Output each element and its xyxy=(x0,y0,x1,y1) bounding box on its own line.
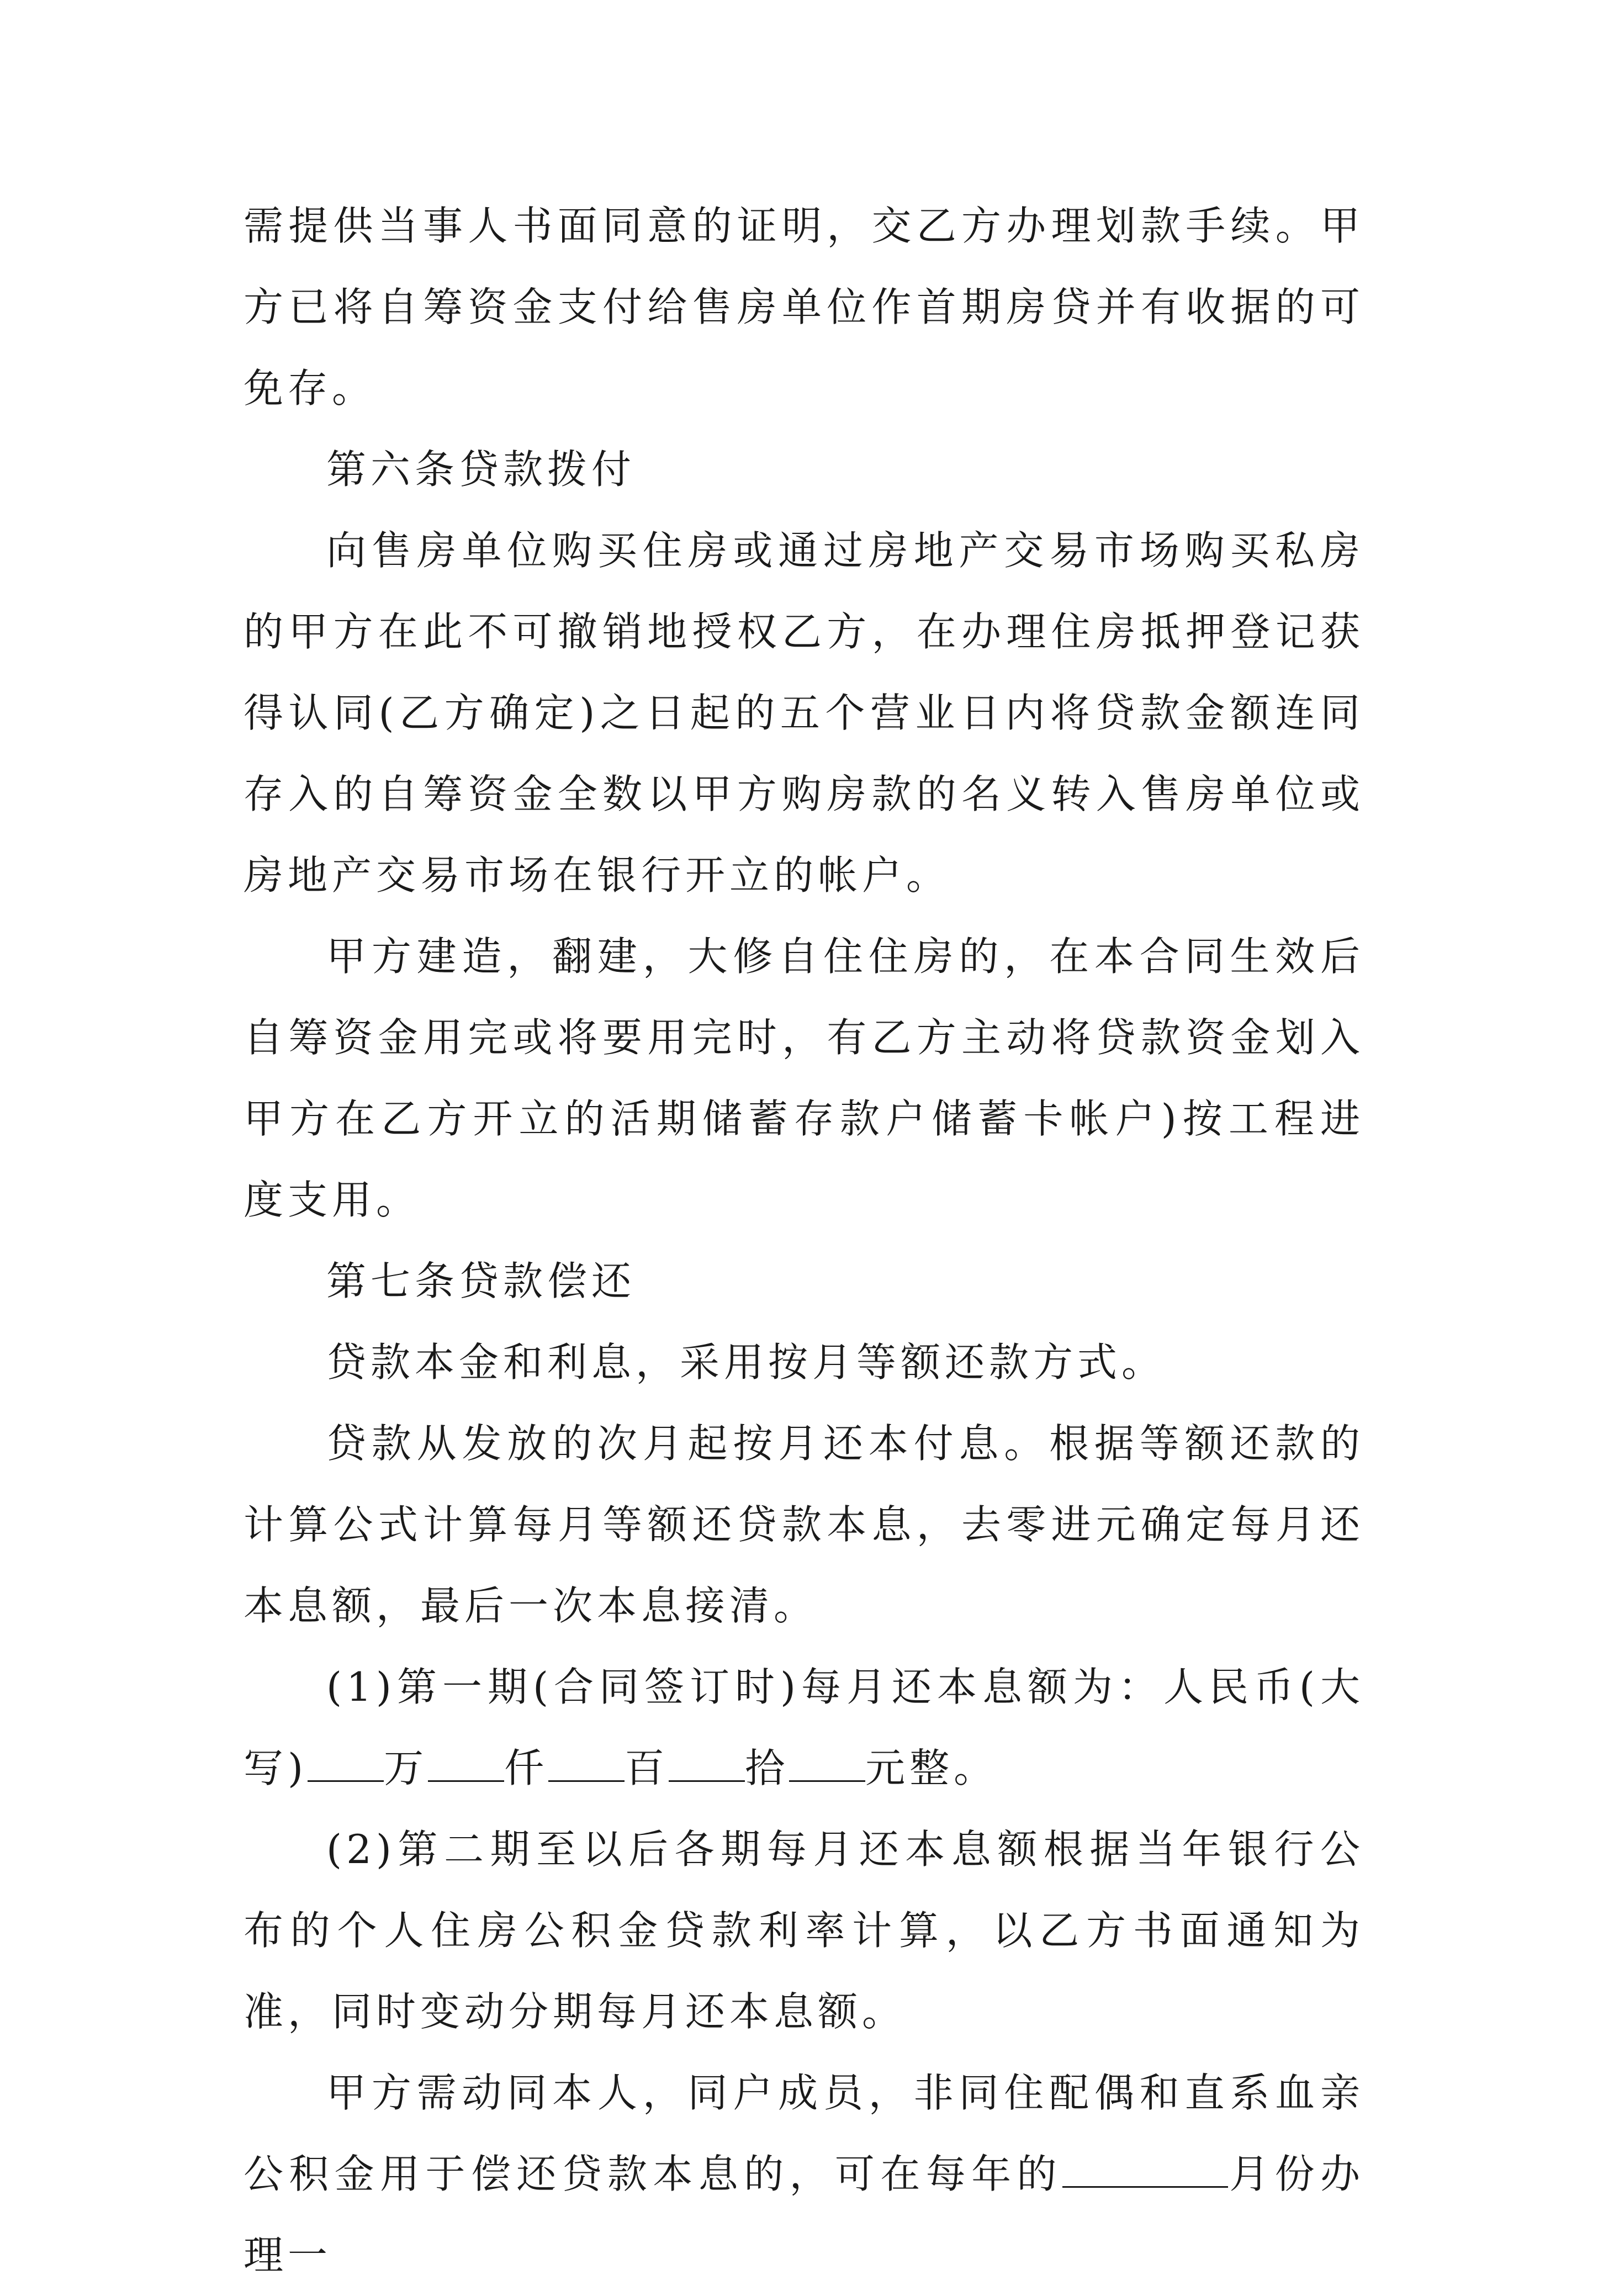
blank-bai xyxy=(548,1747,625,1782)
unit-shi: 拾 xyxy=(745,1745,790,1791)
paragraph-loan-disbursement-build: 甲方建造，翻建，大修自住住房的，在本合同生效后自筹资金用完或将要用完时，有乙方主动将贷款资金划入甲方在乙方开立的活期储蓄存款户储蓄卡帐户)按工程进度支用。 xyxy=(244,933,1364,1223)
paragraph-continuation: 需提供当事人书面同意的证明，交乙方办理划款手续。甲方已将自筹资金支付给售房单位作首期房贷并有收据的可免存。 xyxy=(244,203,1364,411)
blank-wan xyxy=(308,1747,384,1782)
blank-qian xyxy=(428,1747,504,1782)
unit-qian: 仟 xyxy=(504,1745,549,1791)
article-6-heading: 第六条贷款拨付 xyxy=(326,446,636,493)
paragraph-repayment-method: 贷款本金和利息，采用按月等额还款方式。 xyxy=(326,1339,1166,1385)
unit-bai: 百 xyxy=(625,1745,669,1791)
paragraph-provident-fund xyxy=(244,2052,1364,2296)
paragraph-loan-disbursement-purchase: 向售房单位购买住房或通过房地产交易市场购买私房的甲方在此不可撤销地授权乙方，在办理住房抵押登记获得认同(乙方确定)之日起的五个营业日内将贷款金额连同存入的自筹资金全数以甲方购房款的名义转入售房单位或房地产交易市场在银行开立的帐户。 xyxy=(244,527,1364,898)
article-7-heading: 第七条贷款偿还 xyxy=(326,1258,636,1304)
installment-1-prefix: (1)第一期(合同签订时)每月还本息额为：人民币(大写) xyxy=(244,1664,1364,1791)
blank-shi xyxy=(669,1747,745,1782)
paragraph-installment-2: (2)第二期至以后各期每月还本息额根据当年银行公布的个人住房公积金贷款利率计算，以乙方书面通知为准，同时变动分期每月还本息额。 xyxy=(244,1826,1364,2035)
document-body xyxy=(244,186,1364,2296)
provident-fund-prefix: 甲方需动同本人，同户成员，非同住配偶和直系血亲公积金用于偿还贷款本息的，可在每年的 xyxy=(244,2070,1364,2197)
unit-yuan-suffix: 元整。 xyxy=(865,1745,998,1791)
paragraph-repayment-schedule: 贷款从发放的次月起按月还本付息。根据等额还款的计算公式计算每月等额还贷款本息，去零进元确定每月还本息额，最后一次本息接清。 xyxy=(244,1420,1364,1629)
unit-wan: 万 xyxy=(384,1745,428,1791)
blank-month xyxy=(1062,2153,1228,2188)
provident-fund-suffix: 月份办理一 xyxy=(244,2151,1364,2278)
paragraph-installment-1 xyxy=(244,1647,1364,1809)
blank-yuan xyxy=(789,1747,865,1782)
